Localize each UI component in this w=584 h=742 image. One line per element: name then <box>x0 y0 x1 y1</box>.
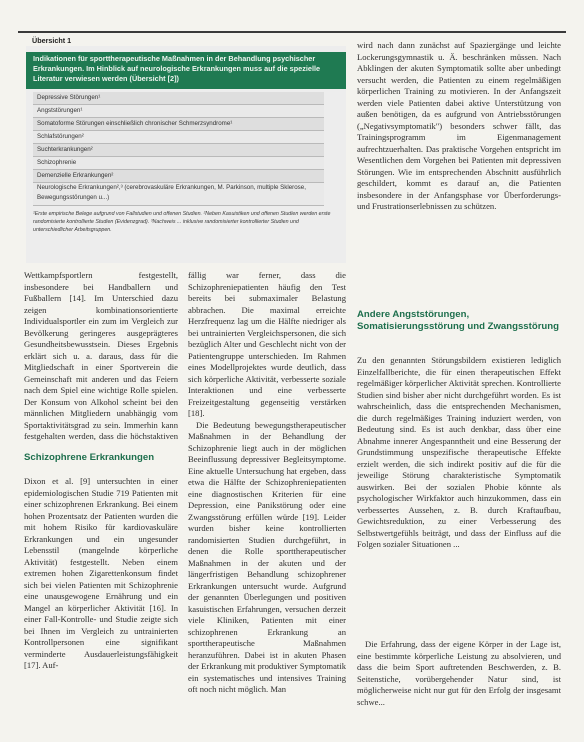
paragraph: Wettkampfsportlern festgestellt, insbesondere bei Handballern und Fußballern [14]. Im Unterschied dazu zeigen kombinationsorientierte Individualsportler ein zum im Vergleich zur Bevölkerung geringeres ausgeprägteres Gesundheitsbewusstsein. Dieses Ergebnis erklärt sich u. a. daraus, dass für die Mitgliedschaft in einer Sportverein die Gemeinschaft mit anderen und das Feiern nach dem Spiel eine wichtige Rolle spielen. Der Konsum von Alkohol scheint bei den männlichen Mitgliedern unabhängig vom Sportaktivitätsgrad zu sein. Immerhin kann festgehalten werden, dass die höchstaktiven <box>24 270 178 441</box>
paragraph: Die Bedeutung bewegungstherapeutischer Maßnahmen in der Behandlung der Schizophrenie liegt auch in der möglichen Beeinflussung depressiver Begleitsymptome. Eine aktuelle Untersuchung hat ergeben, dass etwa die Hälfte der Schizophreniepatienten eine diagnostischen Kriterien für eine Depression, eine Panikstörung oder eine Zwangsstörung erfüllen würde [19]. Leider wurden bisher keine kontrollierten randomisierten Studien durchgeführt, in denen die Rolle sporttherapeutischer Maßnahmen in der akuten und der längerfristigen Behandlung schizophrener Erkrankungen untersucht wurde. Aufgrund der genannten Überlegungen und positiven kasuistischen Erfahrungen, versuchen derzeit viele Kliniken, Patienten mit einer schizophrenen Erkrankung an sporttherapeutische Maßnahmen heranzuführen. Dabei ist in akuten Phasen der Erkrankung mit produktiver Symptomatik ein systematisches und intensives Training oft noch nicht möglich. Man <box>188 419 346 694</box>
section-heading-schizophrenia: Schizophrene Erkrankungen <box>24 452 155 463</box>
right-column-top <box>357 40 561 300</box>
paragraph: Die Erfahrung, dass der eigene Körper in der Lage ist, eine bestimmte körperliche Leistung zu absolvieren, und dass die beim Sport auftretenden Beschwerden, z. B. Seitenstiche, vorübergehender Natur sind, ist möglicherweise nicht nur gut für den Erfolg der insgesamt schwe... <box>357 639 561 707</box>
left-column-bottom <box>24 476 178 734</box>
box-label: Übersicht 1 <box>32 36 72 45</box>
indication-row: Schizophrenie <box>33 157 324 170</box>
indication-row: Schlafstörungen² <box>33 131 324 144</box>
box-footnote: ¹Erste empirische Belege aufgrund von Fallstudien und offenen Studien. ²Neben Kasuistiken und offenen Studien werden erste randomisierte kontrollierte Studien (Evidenzgrad). ³Nachweis ... inklusive randomisierter kontrollierter Studien und unterschiedlicher Arbeitsgruppen. <box>33 211 331 233</box>
box-title: Indikationen für sporttherapeutische Maßnahmen in der Behandlung psychischer Erkrankungen. Im Hinblick auf neurologische Erkrankungen muss auf die spezielle Literatur verwiesen werden (Übersicht [2]) <box>33 54 321 83</box>
indication-row: Demenzielle Erkrankungen² <box>33 170 324 183</box>
indication-list <box>26 92 346 206</box>
indication-row: Neurologische Erkrankungen²,³ (cerebrovaskuläre Erkrankungen, M. Parkinson, multiple Sklerose, Bewegungsstörungen u...) <box>33 183 324 206</box>
left-column-top <box>24 270 178 442</box>
paragraph: wird nach dann zunächst auf Spaziergänge und leichte Lockerungsgymnastik u. Ä. beschränken müssen. Nach Abklingen der akuten Symptomatik sollte aber unbedingt versucht werden, die Patienten zu einem regelmäßigen körperlichen Training zu motivieren. In der Anfangszeit werden viele Patienten dabei aktive Unterstützung von außen benötigen, da es aufgrund von Antriebsstörungen („Negativsymptomatik") besonders schwer fällt, das Trainingsprogramm im Eigenmanagement aufrechtzuerhalten. Das praktische Vorgehen entspricht im Wesentlichen dem Vorgehen bei Patienten mit depressiven Störungen. Wie im entsprechenden Abschnitt ausführlich geschildert, kommt es darauf an, die Patienten insbesondere in der Anfangsphase vor Überforderungs- und Frustrationserlebnissen zu schützen. <box>357 40 561 211</box>
right-column-bottom <box>357 355 561 733</box>
box-header <box>26 52 346 89</box>
indication-row: Suchterkrankungen² <box>33 144 324 157</box>
indication-row: Somatoforme Störungen einschließlich chronischer Schmerzsyndrome¹ <box>33 118 324 131</box>
section-heading-anxiety: Andere Angststörungen, Somatisierungsstörung und Zwangsstörung <box>357 309 560 332</box>
paragraph: fällig war ferner, dass die Schizophreniepatienten häufig den Test bereits bei submaximaler Belastung abbrachen. Die maximal erreichte Herzfrequenz lag um die Hälfte niedriger als bei untrainierten Vergleichspersonen, die sich bezüglich Alter und Geschlecht nicht von der Patientengruppe unterschieden. Im Rahmen eines Modellprojektes wurde deutlich, dass sich körperliche Aktivität, verbesserte soziale Interaktionen und eine verbesserte Freizeitgestaltung gegenseitig verstärken [18]. <box>188 270 346 418</box>
paragraph: Dixon et al. [9] untersuchten in einer epidemiologischen Studie 719 Patienten mit einer schizophrenen Erkrankung. Bei einem hohen Prozentsatz der Patienten wurden die mit hohem Risiko für kardiovaskuläre Erkrankungen und ein ungesunder Lebensstil (mangelnde körperliche Aktivität) festgestellt. Neben einem extremen hohen Zigarettenkonsum findet sich bei vielen Patienten mit Schizophrenie eine unausgewogene Ernährung und ein Mangel an körperlicher Aktivität [16]. In einer Fall-Kontrolle- und Studie zeigte sich bei Ihnen im Vergleich zu untrainierten Kontrollpersonen eine signifikant verminderte Ausdauerleistungsfähigkeit [17]. Auf- <box>24 476 178 670</box>
paragraph: Zu den genannten Störungsbildern existieren lediglich Einzelfallberichte, die für einen therapeutischen Effekt regelmäßiger körperlicher Aktivität sprechen. Kontrollierte Studien sind bisher aber nicht durchgeführt worden. Es ist wahrscheinlich, dass die entsprechenden Mechanismen, die durch regelmäßiges Training induziert werden, von Bedeutung sind. Es ist auch denkbar, dass über eine Abnahme innerer Angespanntheit und eine Besserung der Grundstimmung unspezifische therapeutische Effekte erzielt werden, die sich indirekt positiv auf die für die jeweilige Störung charakteristische Symptomatik auswirken. Bei der sozialen Phobie könnte als psychologischer Wirkfaktor auch hinzukommen, dass ein verbessertes Aussehen, z. B. durch Kraftaufbau, Gewichtsreduktion, zu einer Verbesserung des Selbstwertgefühls beiträgt, und dass der Einfluss auf die Folgen sozialer Situationen ... <box>357 355 561 549</box>
top-rule <box>18 31 566 33</box>
middle-column <box>188 270 346 734</box>
indication-row: Depressive Störungen¹ <box>33 92 324 105</box>
indication-row: Angststörungen¹ <box>33 105 324 118</box>
overview-box <box>26 36 346 263</box>
